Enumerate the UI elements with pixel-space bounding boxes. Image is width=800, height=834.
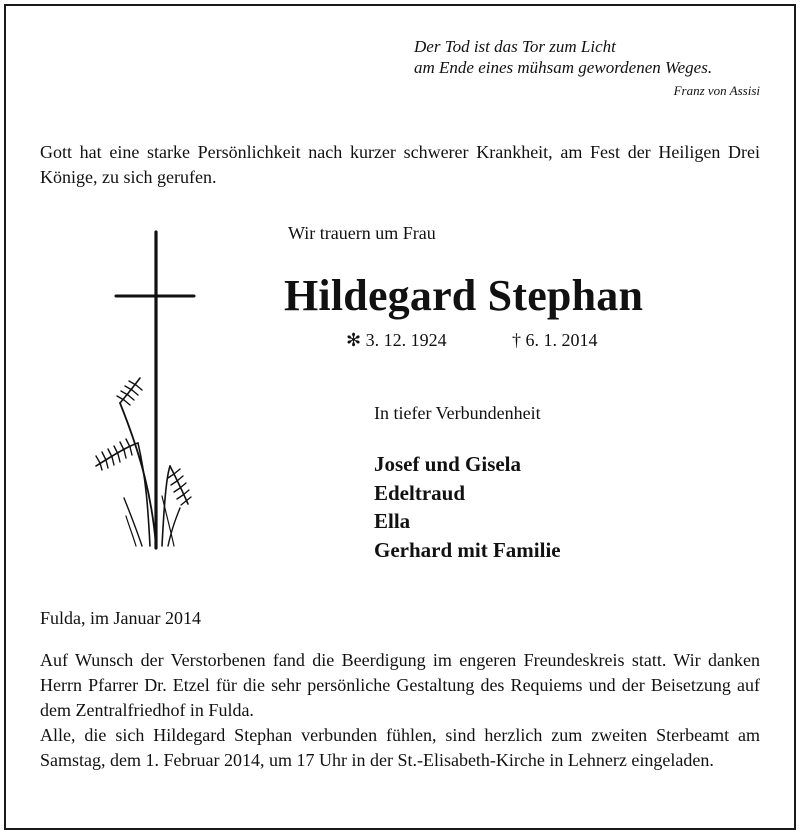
- mourner-name: Gerhard mit Familie: [374, 537, 561, 562]
- deceased-name: Hildegard Stephan: [284, 271, 644, 320]
- mourner-name: Ella: [374, 509, 411, 533]
- quote-author: Franz von Assisi: [673, 83, 760, 98]
- epigraph-quote: [414, 36, 712, 78]
- closing-paragraph-1: Auf Wunsch der Verstorbenen fand die Beerdigung im engeren Freundeskreis statt. Wir danken Herrn Pfarrer Dr. Etzel für die sehr persönliche Gestaltung des Requiems und der Beisetzung auf dem Zentralfriedhof in Fulda.: [40, 650, 760, 720]
- birth-date: ✻ 3. 12. 1924: [346, 330, 447, 350]
- intro-text: Gott hat eine starke Persönlichkeit nach kurzer schwerer Krankheit, am Fest der Heiligen Drei Könige, zu sich gerufen.: [40, 142, 760, 187]
- mourning-lead: Wir trauern um Frau: [288, 223, 436, 243]
- mourners-intro: In tiefer Verbundenheit: [374, 403, 541, 423]
- place-and-date: Fulda, im Januar 2014: [40, 608, 201, 628]
- death-date: † 6. 1. 2014: [512, 330, 598, 350]
- mourner-name: Edeltraud: [374, 480, 466, 505]
- closing-text: [40, 648, 760, 773]
- mourner-name: Josef und Gisela: [374, 452, 522, 476]
- quote-line-2: am Ende eines mühsam gewordenen Weges.: [414, 58, 713, 77]
- mourners-list: [374, 450, 561, 564]
- closing-paragraph-2: Alle, die sich Hildegard Stephan verbunden fühlen, sind herzlich zum zweiten Sterbeamt am Samstag, dem 1. Februar 2014, um 17 Uhr in der St.-Elisabeth-Kirche in Lehnerz eingeladen.: [40, 725, 760, 770]
- quote-line-1: Der Tod ist das Tor zum Licht: [414, 37, 616, 56]
- cross-with-wheat-icon: [90, 228, 200, 553]
